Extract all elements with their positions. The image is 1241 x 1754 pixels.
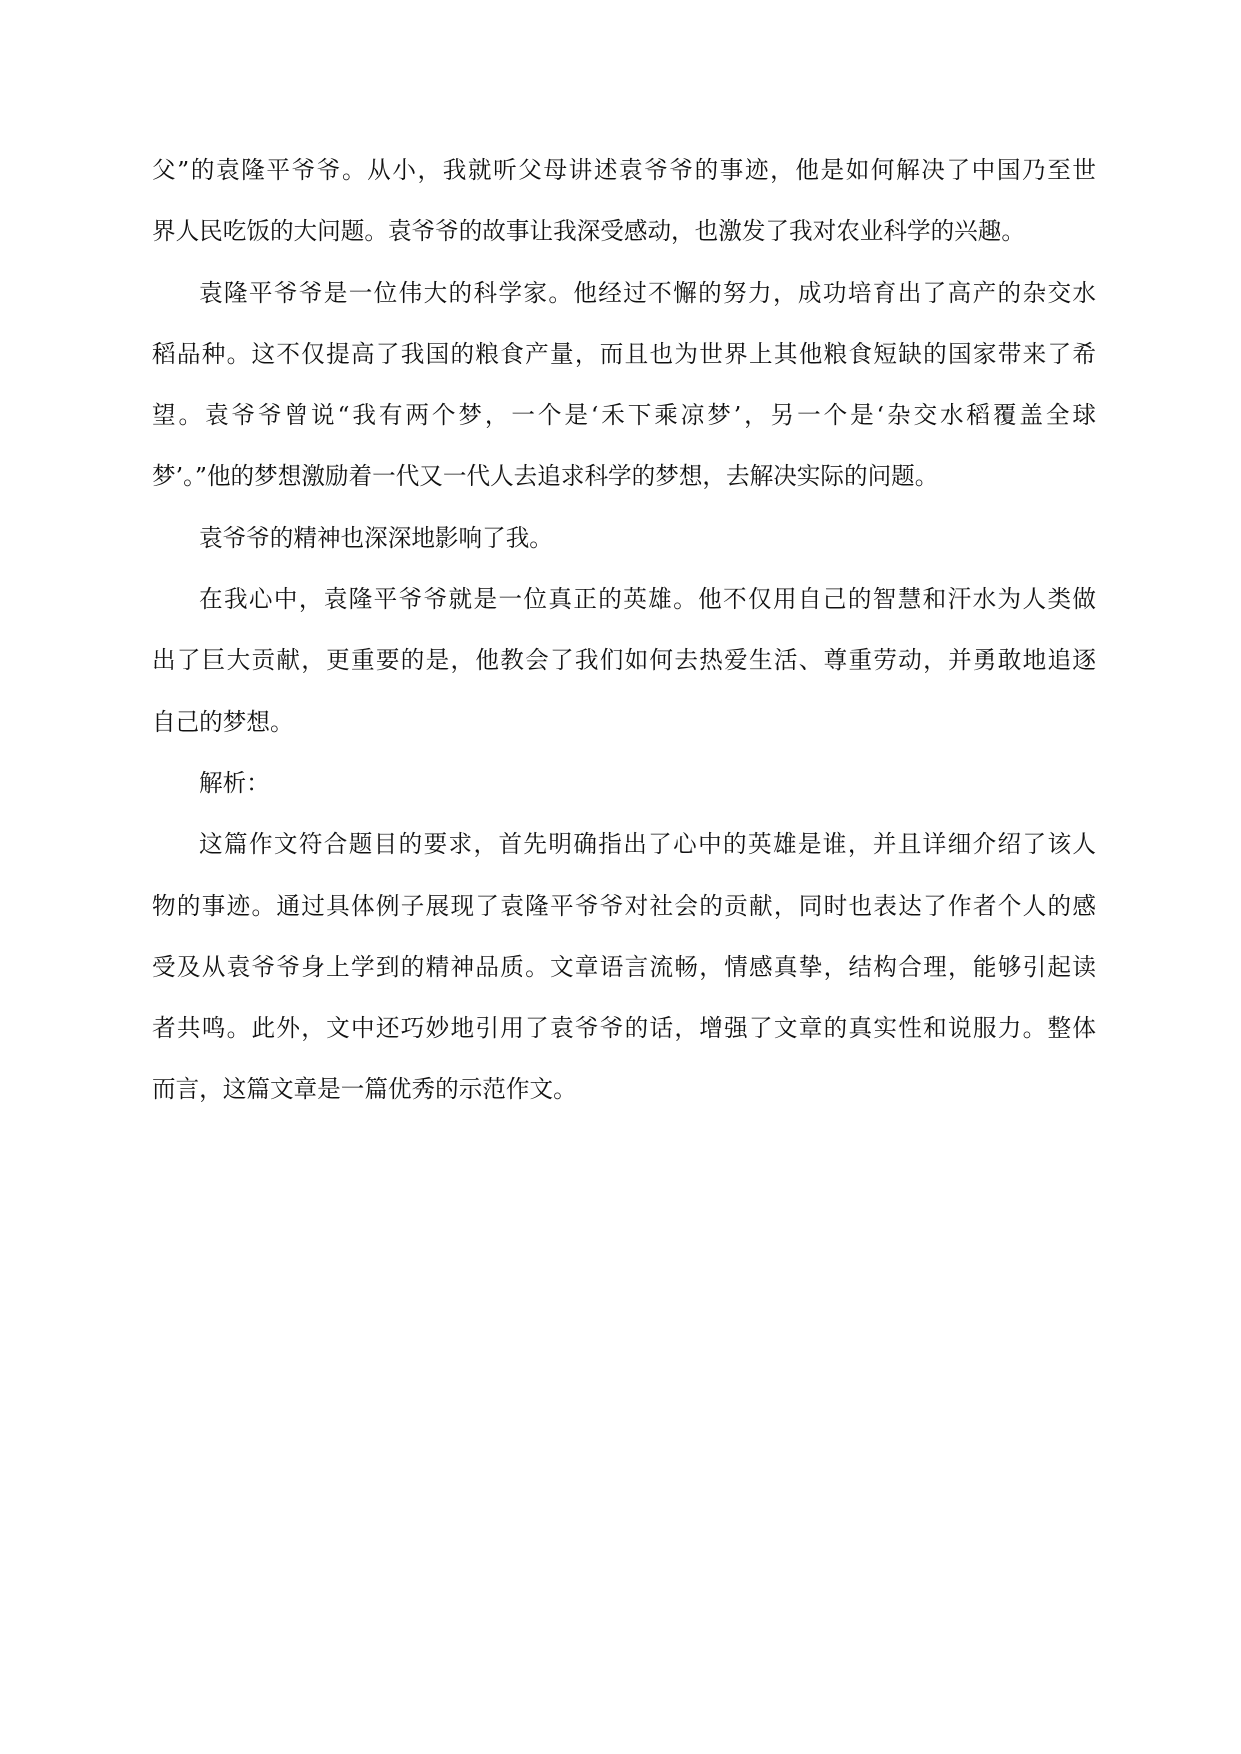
paragraph-line: 稻品种。这不仅提高了我国的粮食产量，而且也为世界上其他粮食短缺的国家带来了希: [152, 339, 1096, 368]
paragraph-line: 者共鸣。此外，文中还巧妙地引用了袁爷爷的话，增强了文章的真实性和说服力。整体: [152, 1014, 1096, 1043]
document-body: [152, 140, 1096, 1121]
paragraph-line: 界人民吃饭的大问题。袁爷爷的故事让我深受感动，也激发了我对农业科学的兴趣。: [152, 217, 1025, 246]
paragraph-line: 出了巨大贡献，更重要的是，他教会了我们如何去热爱生活、尊重劳动，并勇敢地追逐: [152, 646, 1096, 675]
paragraph-line: 受及从袁爷爷身上学到的精神品质。文章语言流畅，情感真挚，结构合理，能够引起读: [152, 952, 1096, 981]
paragraph-line: 而言，这篇文章是一篇优秀的示范作文。: [152, 1075, 577, 1104]
paragraph-line: 这篇作文符合题目的要求，首先明确指出了心中的英雄是谁，并且详细介绍了该人: [199, 830, 1096, 859]
paragraph-line: 自己的梦想。: [152, 707, 294, 736]
analysis-heading: 解析：: [199, 768, 270, 797]
paragraph-line: 袁爷爷的精神也深深地影响了我。: [199, 523, 553, 552]
paragraph-line: 袁隆平爷爷是一位伟大的科学家。他经过不懈的努力，成功培育出了高产的杂交水: [199, 278, 1096, 307]
paragraph-line: 在我心中，袁隆平爷爷就是一位真正的英雄。他不仅用自己的智慧和汗水为人类做: [199, 585, 1096, 614]
paragraph-line: 梦’。”他的梦想激励着一代又一代人去追求科学的梦想，去解决实际的问题。: [152, 462, 939, 491]
paragraph-line: 父”的袁隆平爷爷。从小，我就听父母讲述袁爷爷的事迹，他是如何解决了中国乃至世: [152, 156, 1096, 184]
paragraph-line: 望。袁爷爷曾说“我有两个梦，一个是‘禾下乘凉梦’，另一个是‘杂交水稻覆盖全球: [152, 401, 1096, 430]
paragraph-line: 物的事迹。通过具体例子展现了袁隆平爷爷对社会的贡献，同时也表达了作者个人的感: [152, 891, 1096, 920]
